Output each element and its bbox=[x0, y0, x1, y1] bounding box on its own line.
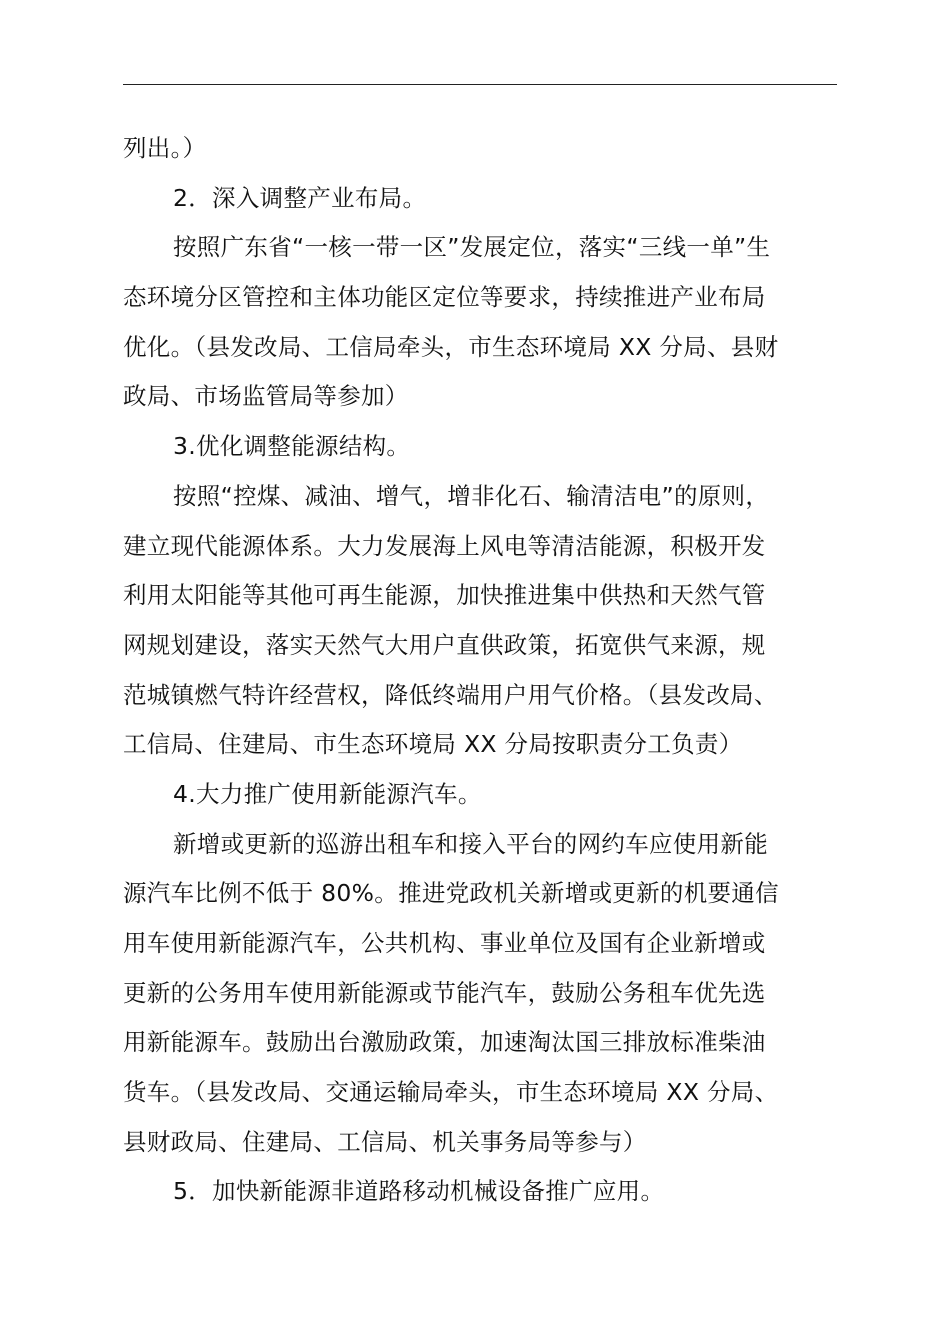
text-line: 货车。（县发改局、交通运输局牵头，市生态环境局 XX 分局、 bbox=[123, 1078, 779, 1107]
text-line: 工信局、住建局、市生态环境局 XX 分局按职责分工负责） bbox=[123, 730, 743, 759]
text-line: 新增或更新的巡游出租车和接入平台的网约车应使用新能 bbox=[173, 829, 768, 858]
text-line: 更新的公务用车使用新能源或节能汽车，鼓励公务租车优先选 bbox=[123, 978, 766, 1007]
section-heading: 3.优化调整能源结构。 bbox=[173, 432, 411, 461]
text-line: 按照“控煤、减油、增气，增非化石、输清洁电”的原则， bbox=[173, 481, 770, 510]
header-rule bbox=[123, 84, 837, 85]
text-line: 源汽车比例不低于 80%。推进党政机关新增或更新的机要通信 bbox=[123, 879, 779, 908]
section-heading: 5．加快新能源非道路移动机械设备推广应用。 bbox=[173, 1177, 665, 1206]
text-line: 网规划建设，落实天然气大用户直供政策，拓宽供气来源，规 bbox=[123, 630, 766, 659]
text-line: 用新能源车。鼓励出台激励政策，加速淘汰国三排放标准柴油 bbox=[123, 1028, 766, 1057]
text-line: 用车使用新能源汽车，公共机构、事业单位及国有企业新增或 bbox=[123, 929, 766, 957]
text-line: 建立现代能源体系。大力发展海上风电等清洁能源，积极开发 bbox=[123, 531, 766, 560]
text-line: 范城镇燃气特许经营权，降低终端用户用气价格。（县发改局、 bbox=[123, 680, 778, 709]
text-line: 列出。） bbox=[123, 134, 207, 162]
text-line: 态环境分区管控和主体功能区定位等要求，持续推进产业布局 bbox=[123, 283, 766, 312]
text-line: 按照广东省“一核一带一区”发展定位，落实“三线一单”生 bbox=[173, 233, 771, 262]
section-heading: 2．深入调整产业布局。 bbox=[173, 183, 427, 212]
text-line: 利用太阳能等其他可再生能源，加快推进集中供热和天然气管 bbox=[123, 581, 766, 610]
document-body bbox=[123, 124, 843, 1217]
section-heading: 4.大力推广使用新能源汽车。 bbox=[173, 779, 482, 808]
text-line: 优化。（县发改局、工信局牵头，市生态环境局 XX 分局、县财 bbox=[123, 332, 779, 361]
text-line: 政局、市场监管局等参加） bbox=[123, 382, 409, 411]
text-line: 县财政局、住建局、工信局、机关事务局等参与） bbox=[123, 1127, 647, 1156]
